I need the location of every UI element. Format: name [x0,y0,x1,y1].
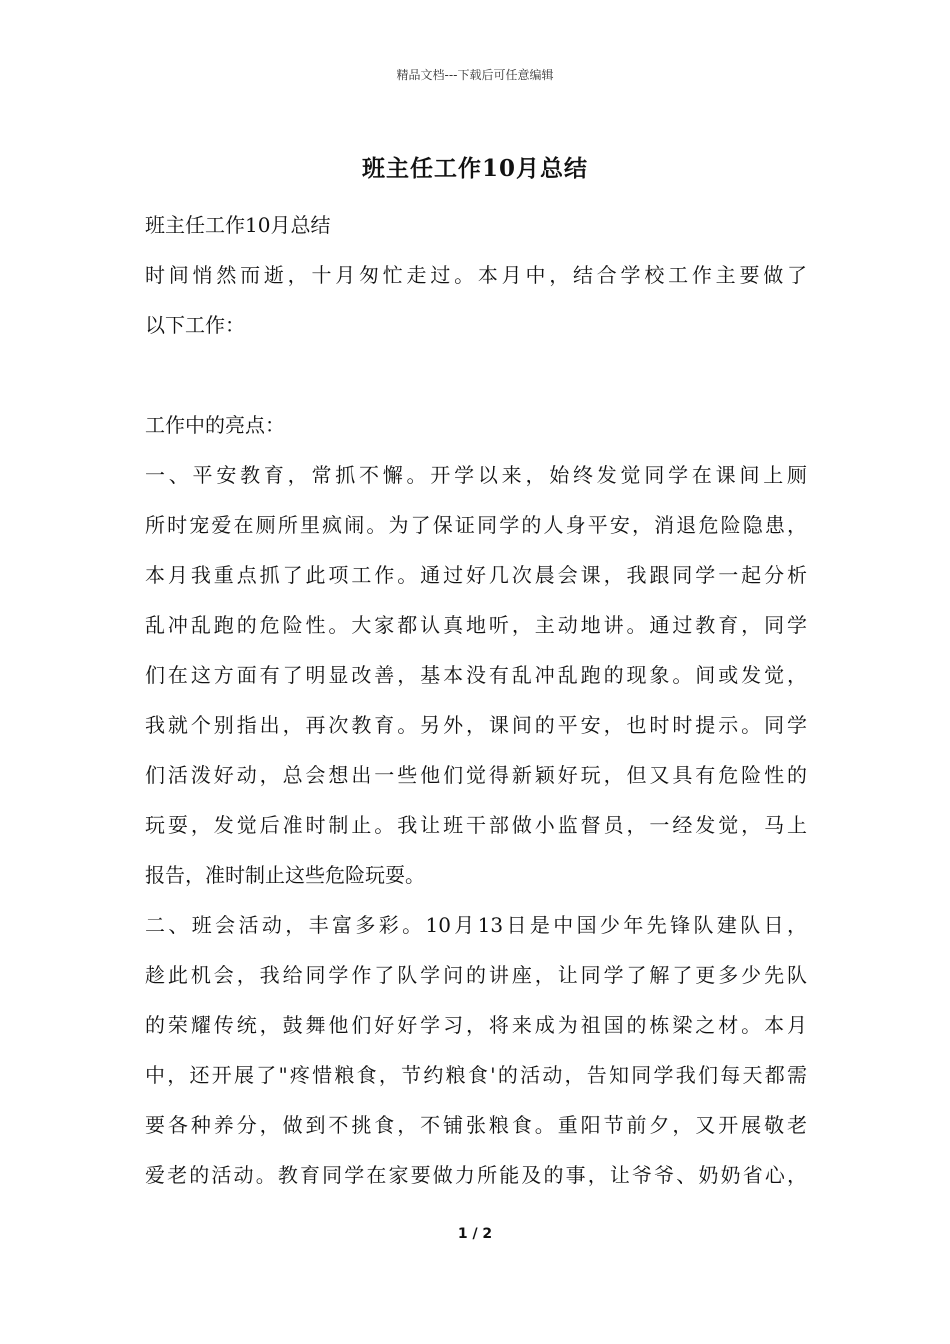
body-line: 报告，准时制止这些危险玩耍。 [145,863,425,887]
page-number: 1 / 2 [457,1226,493,1242]
body-line: 我就个别指出，再次教育。另外，课间的平安，也时时提示。同学 [145,713,807,737]
body-line: 时间悄然而逝，十月匆忙走过。本月中，结合学校工作主要做了 [145,263,807,287]
body-line: 的荣耀传统，鼓舞他们好好学习，将来成为祖国的栋梁之材。本月 [145,1013,807,1037]
body-line: 所时宠爱在厕所里疯闹。为了保证同学的人身平安，消退危险隐患， [145,513,807,537]
body-line: 玩耍，发觉后准时制止。我让班干部做小监督员，一经发觉，马上 [145,813,807,837]
body-line: 本月我重点抓了此项工作。通过好几次晨会课，我跟同学一起分析 [145,563,807,587]
body-line: 们活泼好动，总会想出一些他们觉得新颖好玩，但又具有危险性的 [145,763,807,787]
body-line: 趁此机会，我给同学作了队学问的讲座，让同学了解了更多少先队 [145,963,807,987]
body-line: 一、平安教育，常抓不懈。开学以来，始终发觉同学在课间上厕 [145,463,807,487]
body-line: 乱冲乱跑的危险性。大家都认真地听，主动地讲。通过教育，同学 [145,613,807,637]
body-line: 们在这方面有了明显改善，基本没有乱冲乱跑的现象。间或发觉， [145,663,807,687]
body-line: 二、班会活动，丰富多彩。10月13日是中国少年先锋队建队日， [145,913,807,937]
header-note: 精品文档---下载后可任意编辑 [396,68,554,82]
body-line: 工作中的亮点： [145,413,285,437]
body-line: 班主任工作10月总结 [145,213,331,237]
blank-line [145,350,807,400]
body-line: 爱老的活动。教育同学在家要做力所能及的事，让爷爷、奶奶省心， [145,1163,807,1187]
body-line: 以下工作： [145,313,245,337]
document-body [145,200,807,1200]
body-line: 要各种养分，做到不挑食，不铺张粮食。重阳节前夕，又开展敬老 [145,1113,807,1137]
document-title: 班主任工作10月总结 [361,155,588,182]
body-line: 中，还开展了"疼惜粮食，节约粮食'的活动，告知同学我们每天都需 [145,1063,807,1087]
